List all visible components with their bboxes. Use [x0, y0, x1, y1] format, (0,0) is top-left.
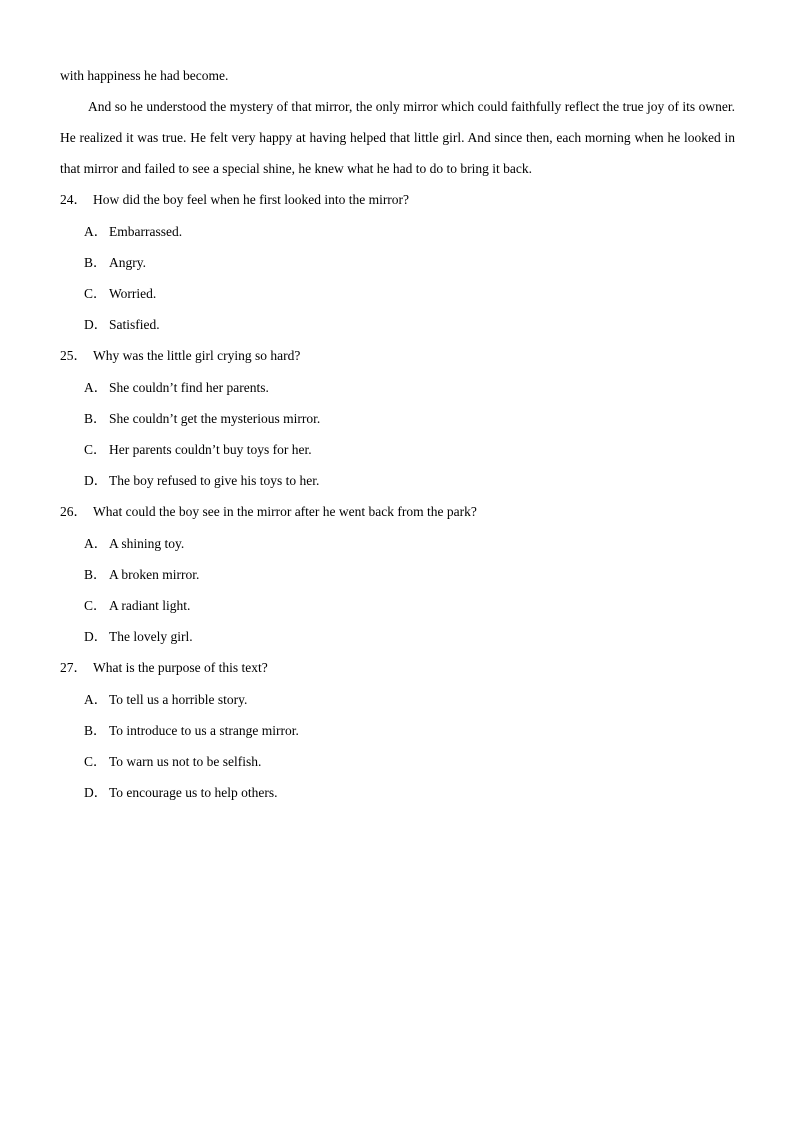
option-26-d	[84, 621, 724, 652]
option-letter: B．	[84, 567, 107, 582]
option-text: She couldn’t get the mysterious mirror.	[109, 411, 321, 426]
option-letter: D．	[84, 785, 108, 800]
option-text: The boy refused to give his toys to her.	[109, 473, 320, 488]
option-text: The lovely girl.	[109, 629, 193, 644]
option-letter: B．	[84, 255, 107, 270]
option-27-d	[84, 777, 724, 808]
option-letter: B．	[84, 411, 107, 426]
option-letter: A．	[84, 380, 108, 395]
option-text: A radiant light.	[109, 598, 191, 613]
option-letter: D．	[84, 473, 108, 488]
question-24	[60, 184, 740, 215]
passage-paragraph: And so he understood the mystery of that mirror, the only mirror which could faithfully reflect the true joy of its owner. He realized it was true. He felt very happy at having helped that little girl. And since then, each morning when he looked in that mirror and failed to see a special shine, he knew what he had to do to bring it back.	[60, 99, 735, 176]
option-letter: A．	[84, 692, 108, 707]
option-text: Satisfied.	[109, 317, 160, 332]
option-24-b	[84, 247, 724, 278]
option-24-d	[84, 309, 724, 340]
option-text: A broken mirror.	[109, 567, 200, 582]
option-25-c	[84, 434, 724, 465]
option-letter: C．	[84, 754, 107, 769]
question-25	[60, 340, 740, 371]
option-letter: C．	[84, 442, 107, 457]
question-text: What could the boy see in the mirror after he went back from the park?	[93, 504, 477, 519]
option-27-c	[84, 746, 724, 777]
option-25-a	[84, 372, 724, 403]
question-text: What is the purpose of this text?	[93, 660, 268, 675]
option-letter: A．	[84, 536, 108, 551]
question-text: How did the boy feel when he first looked into the mirror?	[93, 192, 410, 207]
question-27	[60, 652, 740, 683]
option-27-b	[84, 715, 724, 746]
option-text: To tell us a horrible story.	[109, 692, 248, 707]
option-text: A shining toy.	[109, 536, 185, 551]
passage-line: with happiness he had become.	[60, 68, 229, 83]
option-26-b	[84, 559, 724, 590]
question-text: Why was the little girl crying so hard?	[93, 348, 301, 363]
option-letter: D．	[84, 317, 108, 332]
option-text: To warn us not to be selfish.	[109, 754, 262, 769]
option-letter: C．	[84, 286, 107, 301]
question-number: 27．	[60, 660, 87, 675]
question-number: 26．	[60, 504, 87, 519]
option-text: To encourage us to help others.	[109, 785, 278, 800]
option-text: Her parents couldn’t buy toys for her.	[109, 442, 312, 457]
question-number: 25．	[60, 348, 87, 363]
option-25-d	[84, 465, 724, 496]
question-26	[60, 496, 740, 527]
option-letter: D．	[84, 629, 108, 644]
option-26-c	[84, 590, 724, 621]
option-25-b	[84, 403, 724, 434]
option-text: She couldn’t find her parents.	[109, 380, 269, 395]
option-letter: B．	[84, 723, 107, 738]
option-text: Embarrassed.	[109, 224, 183, 239]
option-24-c	[84, 278, 724, 309]
option-26-a	[84, 528, 724, 559]
option-text: Worried.	[109, 286, 157, 301]
option-letter: C．	[84, 598, 107, 613]
option-letter: A．	[84, 224, 108, 239]
question-number: 24．	[60, 192, 87, 207]
option-24-a	[84, 216, 724, 247]
option-27-a	[84, 684, 724, 715]
option-text: Angry.	[109, 255, 146, 270]
option-text: To introduce to us a strange mirror.	[109, 723, 299, 738]
